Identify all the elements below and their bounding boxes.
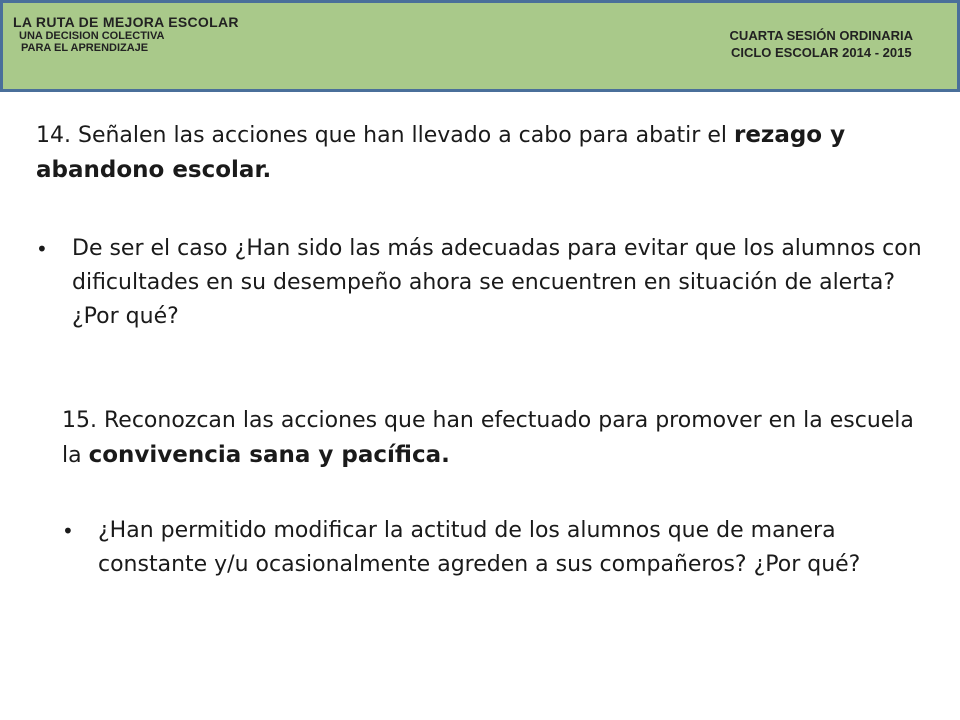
- header-banner: [0, 0, 960, 92]
- bullet-dot-icon: •: [36, 237, 48, 261]
- bullet-14: [36, 232, 926, 334]
- question-15-bold: convivencia sana y pacífica.: [88, 442, 450, 468]
- header-right-block: [730, 27, 913, 61]
- question-15: [62, 404, 922, 473]
- question-14: [36, 118, 916, 188]
- header-subtitle-2: PARA EL APRENDIZAJE: [21, 42, 149, 54]
- header-session: CUARTA SESIÓN ORDINARIA: [729, 28, 913, 43]
- header-left-block: [13, 15, 239, 54]
- header-title: LA RUTA DE MEJORA ESCOLAR: [13, 14, 239, 30]
- header-cycle: CICLO ESCOLAR 2014 - 2015: [730, 45, 912, 60]
- bullet-15: [62, 514, 932, 582]
- question-14-text: 14. Señalen las acciones que han llevado a cabo para abatir el: [36, 123, 734, 148]
- bullet-15-text: ¿Han permitido modificar la actitud de los alumnos que de manera constante y/u ocasionalmente agreden a sus compañeros? ¿Por qué?: [98, 518, 861, 577]
- question-14-bold: rezago y abandono escolar.: [36, 122, 846, 183]
- header-subtitle-1: UNA DECISION COLECTIVA: [19, 30, 165, 42]
- bullet-dot-icon: •: [62, 519, 74, 543]
- question-15-text: 15. Reconozcan las acciones que han efectuado para promover en la escuela la: [62, 408, 914, 468]
- bullet-14-text: De ser el caso ¿Han sido las más adecuadas para evitar que los alumnos con dificultades en su desempeño ahora se encuentren en situación de alerta? ¿Por qué?: [72, 236, 922, 329]
